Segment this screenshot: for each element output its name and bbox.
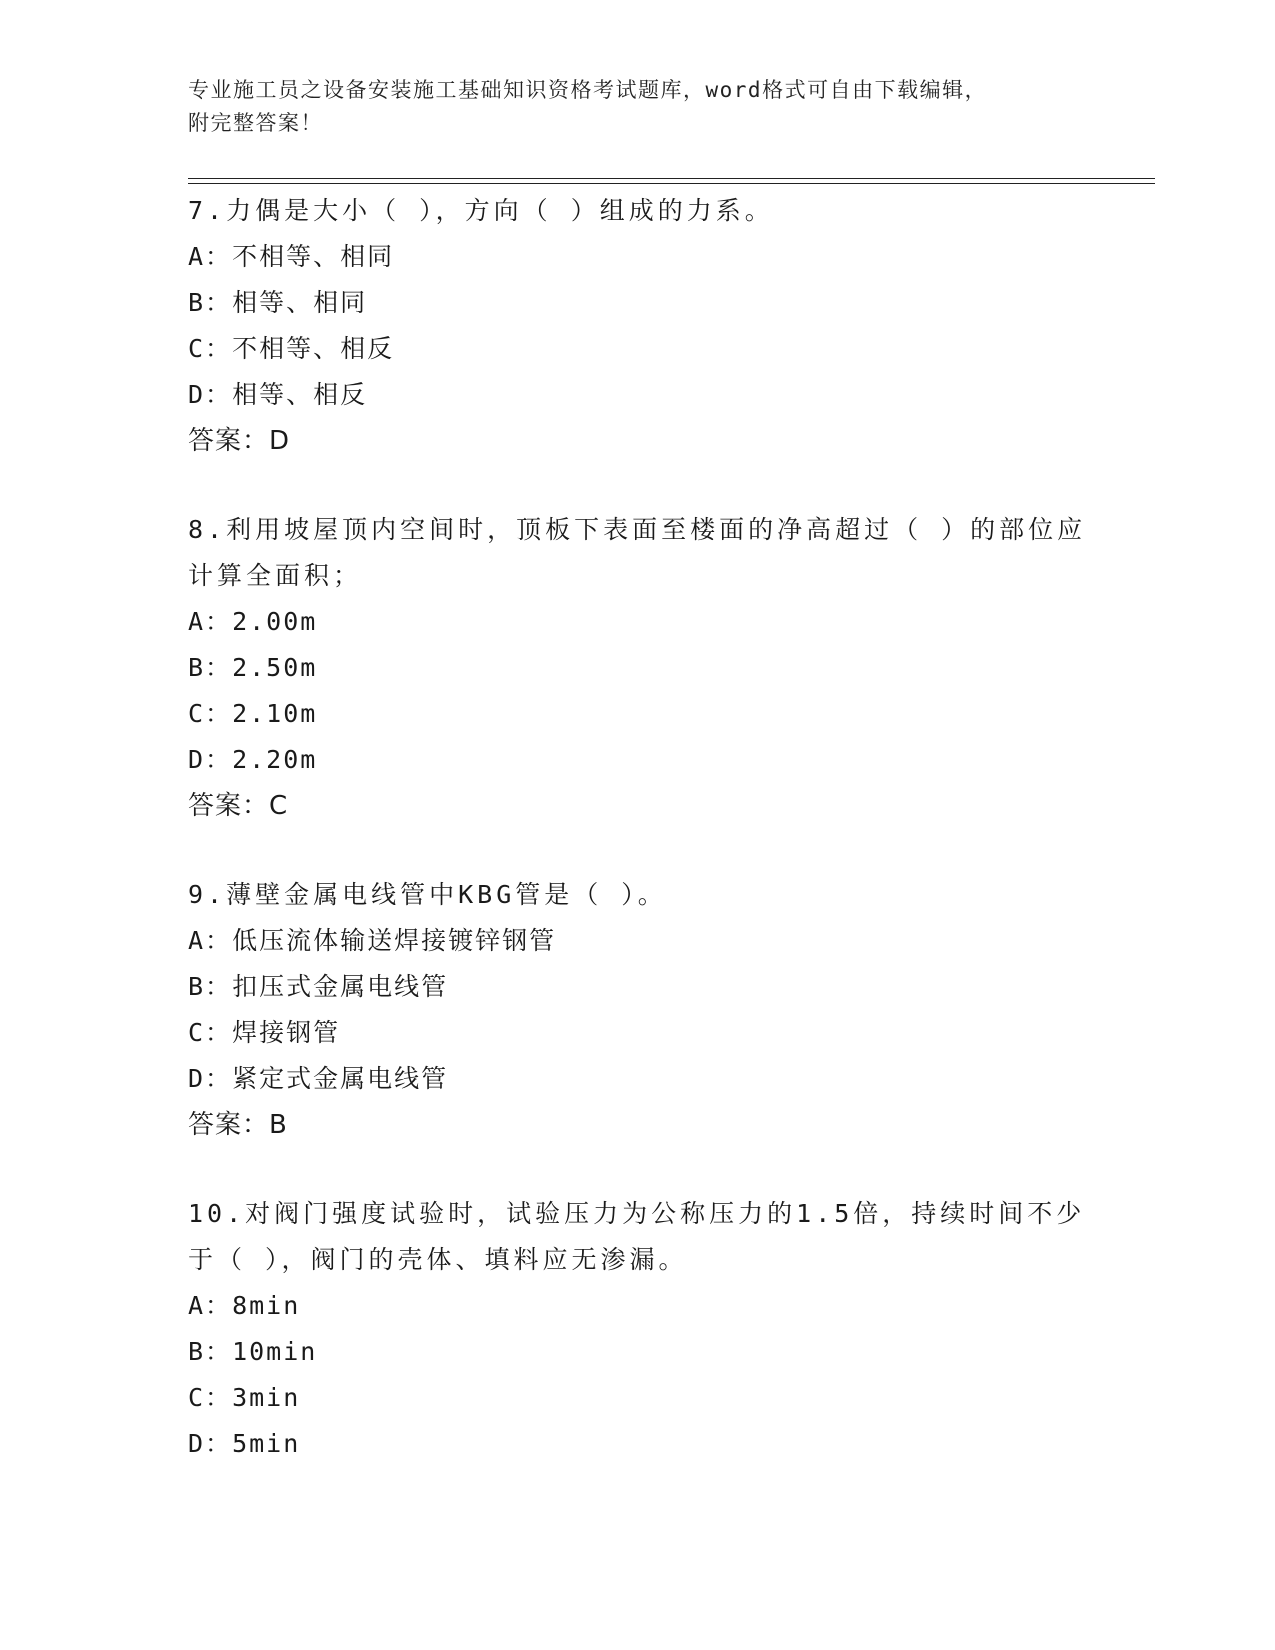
header-line-2: 附完整答案！ <box>188 111 323 135</box>
option-c <box>188 1375 1088 1421</box>
document-header <box>188 74 1088 140</box>
question-stem-continued: 计算全面积； <box>188 561 363 590</box>
option-letter: B： <box>188 1337 233 1366</box>
question-10 <box>188 1191 1088 1467</box>
spacer <box>188 1148 1088 1191</box>
option-letter: D： <box>188 380 233 409</box>
header-line-1: 专业施工员之设备安装施工基础知识资格考试题库，word格式可自由下载编辑， <box>188 78 988 102</box>
option-text: 低压流体输送焊接镀锌钢管 <box>232 926 557 955</box>
option-letter: C： <box>188 699 233 728</box>
answer-label: 答案：C <box>188 791 289 821</box>
option-letter: B： <box>188 653 233 682</box>
option-c <box>188 1010 1088 1056</box>
spacer <box>188 829 1088 872</box>
option-a <box>188 1283 1088 1329</box>
option-letter: C： <box>188 1383 233 1412</box>
option-text: 不相等、相同 <box>232 242 395 271</box>
question-stem: 8.利用坡屋顶内空间时，顶板下表面至楼面的净高超过（ ）的部位应 <box>188 515 1087 544</box>
question-stem-continued: 于（ ），阀门的壳体、填料应无渗漏。 <box>188 1245 688 1274</box>
option-text: 紧定式金属电线管 <box>232 1064 449 1093</box>
option-a <box>188 599 1088 645</box>
option-letter: C： <box>188 1018 233 1047</box>
spacer <box>188 464 1088 507</box>
option-d <box>188 737 1088 783</box>
option-d <box>188 1421 1088 1467</box>
option-text: 3min <box>232 1383 301 1412</box>
answer-label: 答案：B <box>188 1110 288 1140</box>
option-letter: A： <box>188 607 233 636</box>
option-text: 相等、相反 <box>232 380 368 409</box>
option-text: 2.00m <box>232 607 318 636</box>
question-stem: 10.对阀门强度试验时，试验压力为公称压力的1.5倍，持续时间不少 <box>188 1199 1086 1228</box>
header-divider-bottom <box>188 183 1155 184</box>
header-divider-top <box>188 178 1155 179</box>
option-d <box>188 372 1088 418</box>
option-text: 焊接钢管 <box>232 1018 341 1047</box>
option-letter: D： <box>188 745 233 774</box>
option-letter: A： <box>188 1291 233 1320</box>
option-letter: D： <box>188 1429 233 1458</box>
option-text: 不相等、相反 <box>232 334 395 363</box>
option-b <box>188 280 1088 326</box>
option-text: 8min <box>232 1291 301 1320</box>
question-list <box>188 188 1088 1467</box>
option-letter: C： <box>188 334 233 363</box>
option-letter: A： <box>188 242 233 271</box>
option-b <box>188 1329 1088 1375</box>
option-text: 2.50m <box>232 653 318 682</box>
question-stem: 9.薄壁金属电线管中KBG管是（ ）。 <box>188 880 667 909</box>
option-text: 10min <box>232 1337 318 1366</box>
option-b <box>188 645 1088 691</box>
option-a <box>188 918 1088 964</box>
option-letter: B： <box>188 972 233 1001</box>
option-text: 扣压式金属电线管 <box>232 972 449 1001</box>
option-text: 2.10m <box>232 699 318 728</box>
option-letter: B： <box>188 288 233 317</box>
answer-label: 答案：D <box>188 426 291 456</box>
option-b <box>188 964 1088 1010</box>
option-d <box>188 1056 1088 1102</box>
option-c <box>188 326 1088 372</box>
option-text: 5min <box>232 1429 301 1458</box>
option-letter: D： <box>188 1064 233 1093</box>
option-c <box>188 691 1088 737</box>
question-7 <box>188 188 1088 464</box>
option-text: 2.20m <box>232 745 318 774</box>
option-a <box>188 234 1088 280</box>
option-letter: A： <box>188 926 233 955</box>
question-8 <box>188 507 1088 829</box>
option-text: 相等、相同 <box>232 288 368 317</box>
question-9 <box>188 872 1088 1148</box>
question-stem: 7.力偶是大小（ ），方向（ ）组成的力系。 <box>188 196 774 225</box>
